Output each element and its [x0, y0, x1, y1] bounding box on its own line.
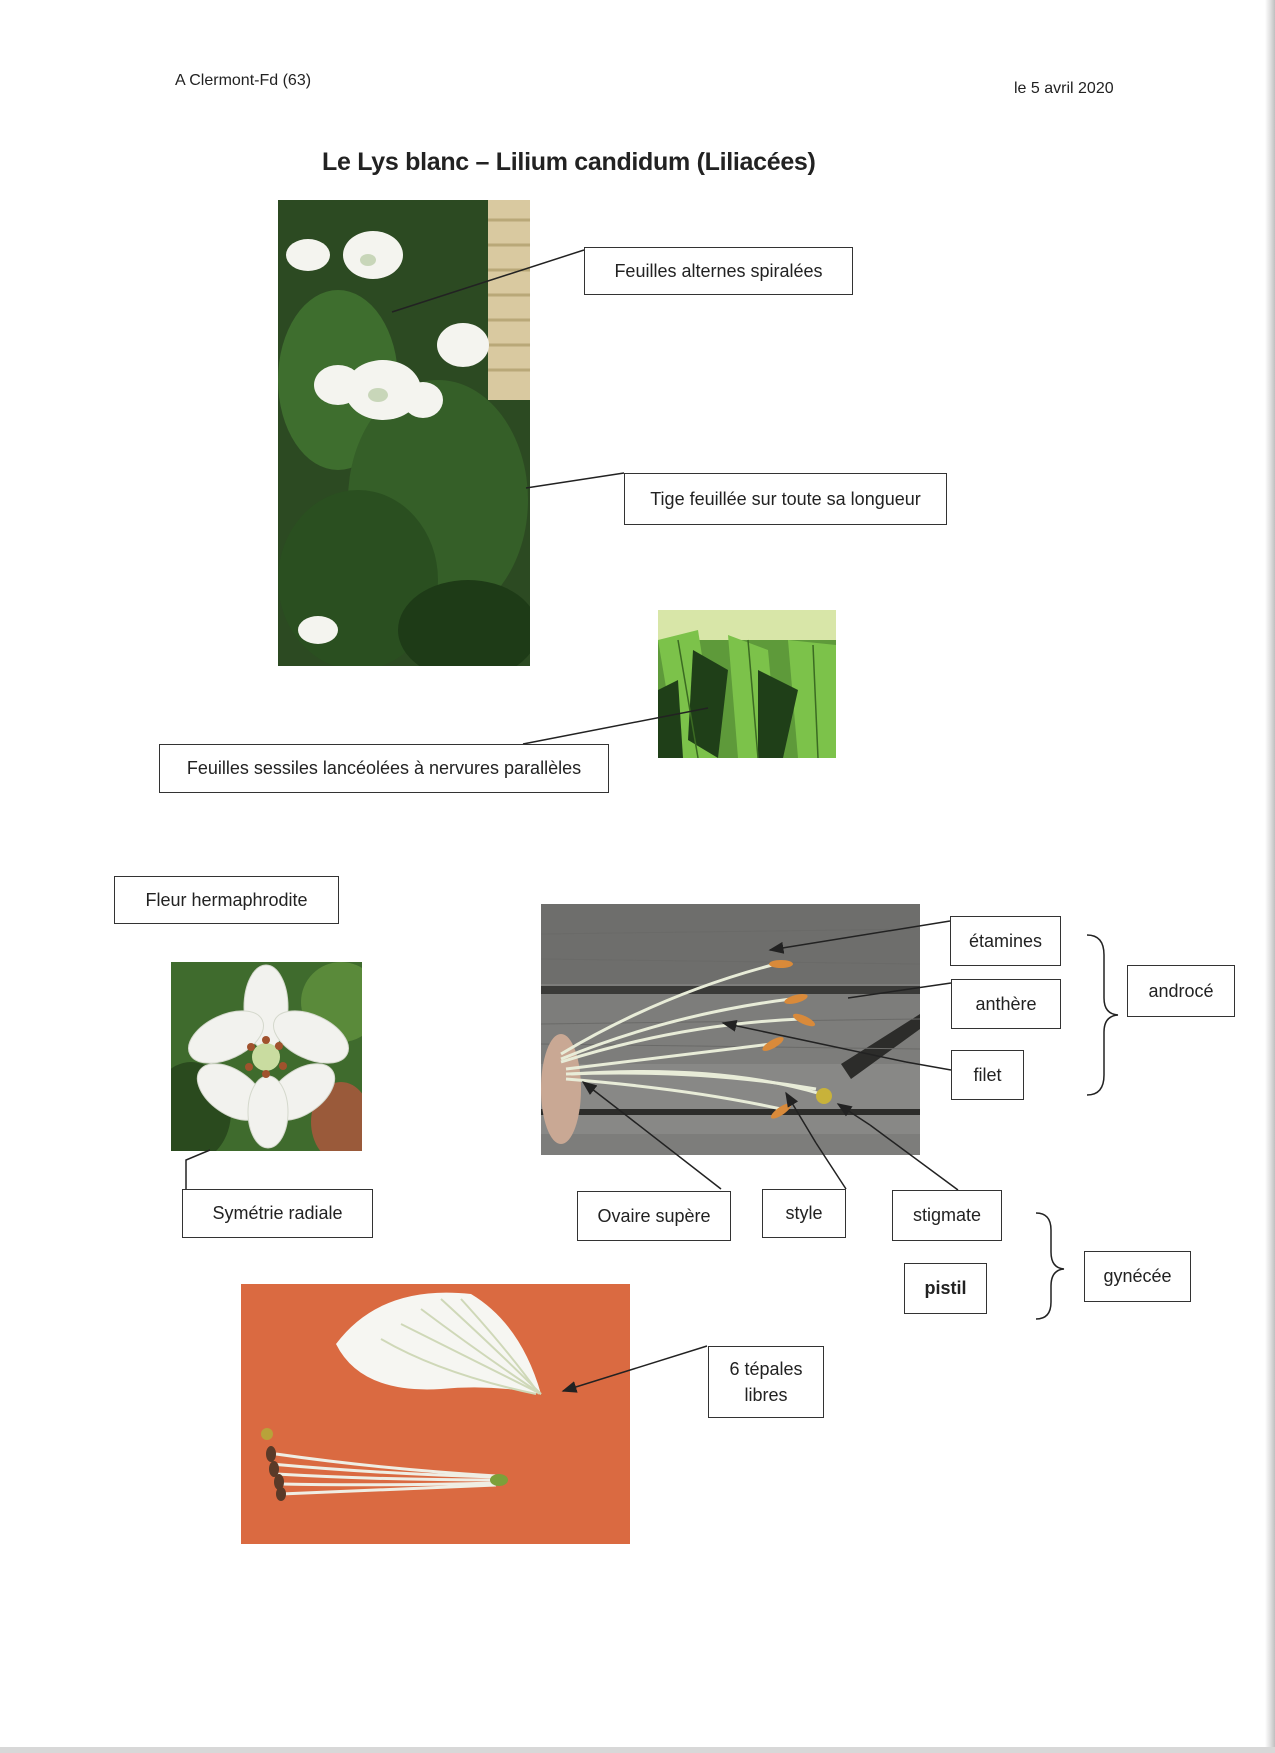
- label-tepales: [708, 1346, 824, 1418]
- label-pistil: pistil: [904, 1263, 987, 1314]
- leaves-photo: [658, 610, 836, 758]
- label-tepales-line1: 6 tépales: [729, 1358, 803, 1379]
- header-place: A Clermont-Fd (63): [175, 72, 312, 89]
- plant-photo: [278, 200, 530, 666]
- stamens-photo: [541, 904, 920, 1155]
- label-fleur-hermaphrodite: Fleur hermaphrodite: [114, 876, 339, 924]
- label-etamines: étamines: [950, 916, 1061, 966]
- header-date: le 5 avril 2020: [1014, 80, 1114, 97]
- label-androcee: androcé: [1127, 965, 1235, 1017]
- scan-edge: [1265, 0, 1275, 1753]
- label-tepales-line2: libres: [744, 1385, 788, 1405]
- label-stigmate: stigmate: [892, 1190, 1002, 1241]
- label-symetrie-radiale: Symétrie radiale: [182, 1189, 373, 1238]
- scan-bottom-edge: [0, 1747, 1275, 1753]
- label-tige-feuillee: Tige feuillée sur toute sa longueur: [624, 473, 947, 525]
- label-filet: filet: [951, 1050, 1024, 1100]
- flower-photo: [171, 962, 362, 1151]
- label-style: style: [762, 1189, 846, 1238]
- label-feuilles-sessiles: Feuilles sessiles lancéolées à nervures parallèles: [159, 744, 609, 793]
- label-anthere: anthère: [951, 979, 1061, 1029]
- page-title: Le Lys blanc – Lilium candidum (Liliacées): [322, 148, 816, 176]
- label-gynecee: gynécée: [1084, 1251, 1191, 1302]
- label-feuilles-alternes: Feuilles alternes spiralées: [584, 247, 853, 295]
- label-ovaire-supere: Ovaire supère: [577, 1191, 731, 1241]
- tepals-photo: [241, 1284, 630, 1544]
